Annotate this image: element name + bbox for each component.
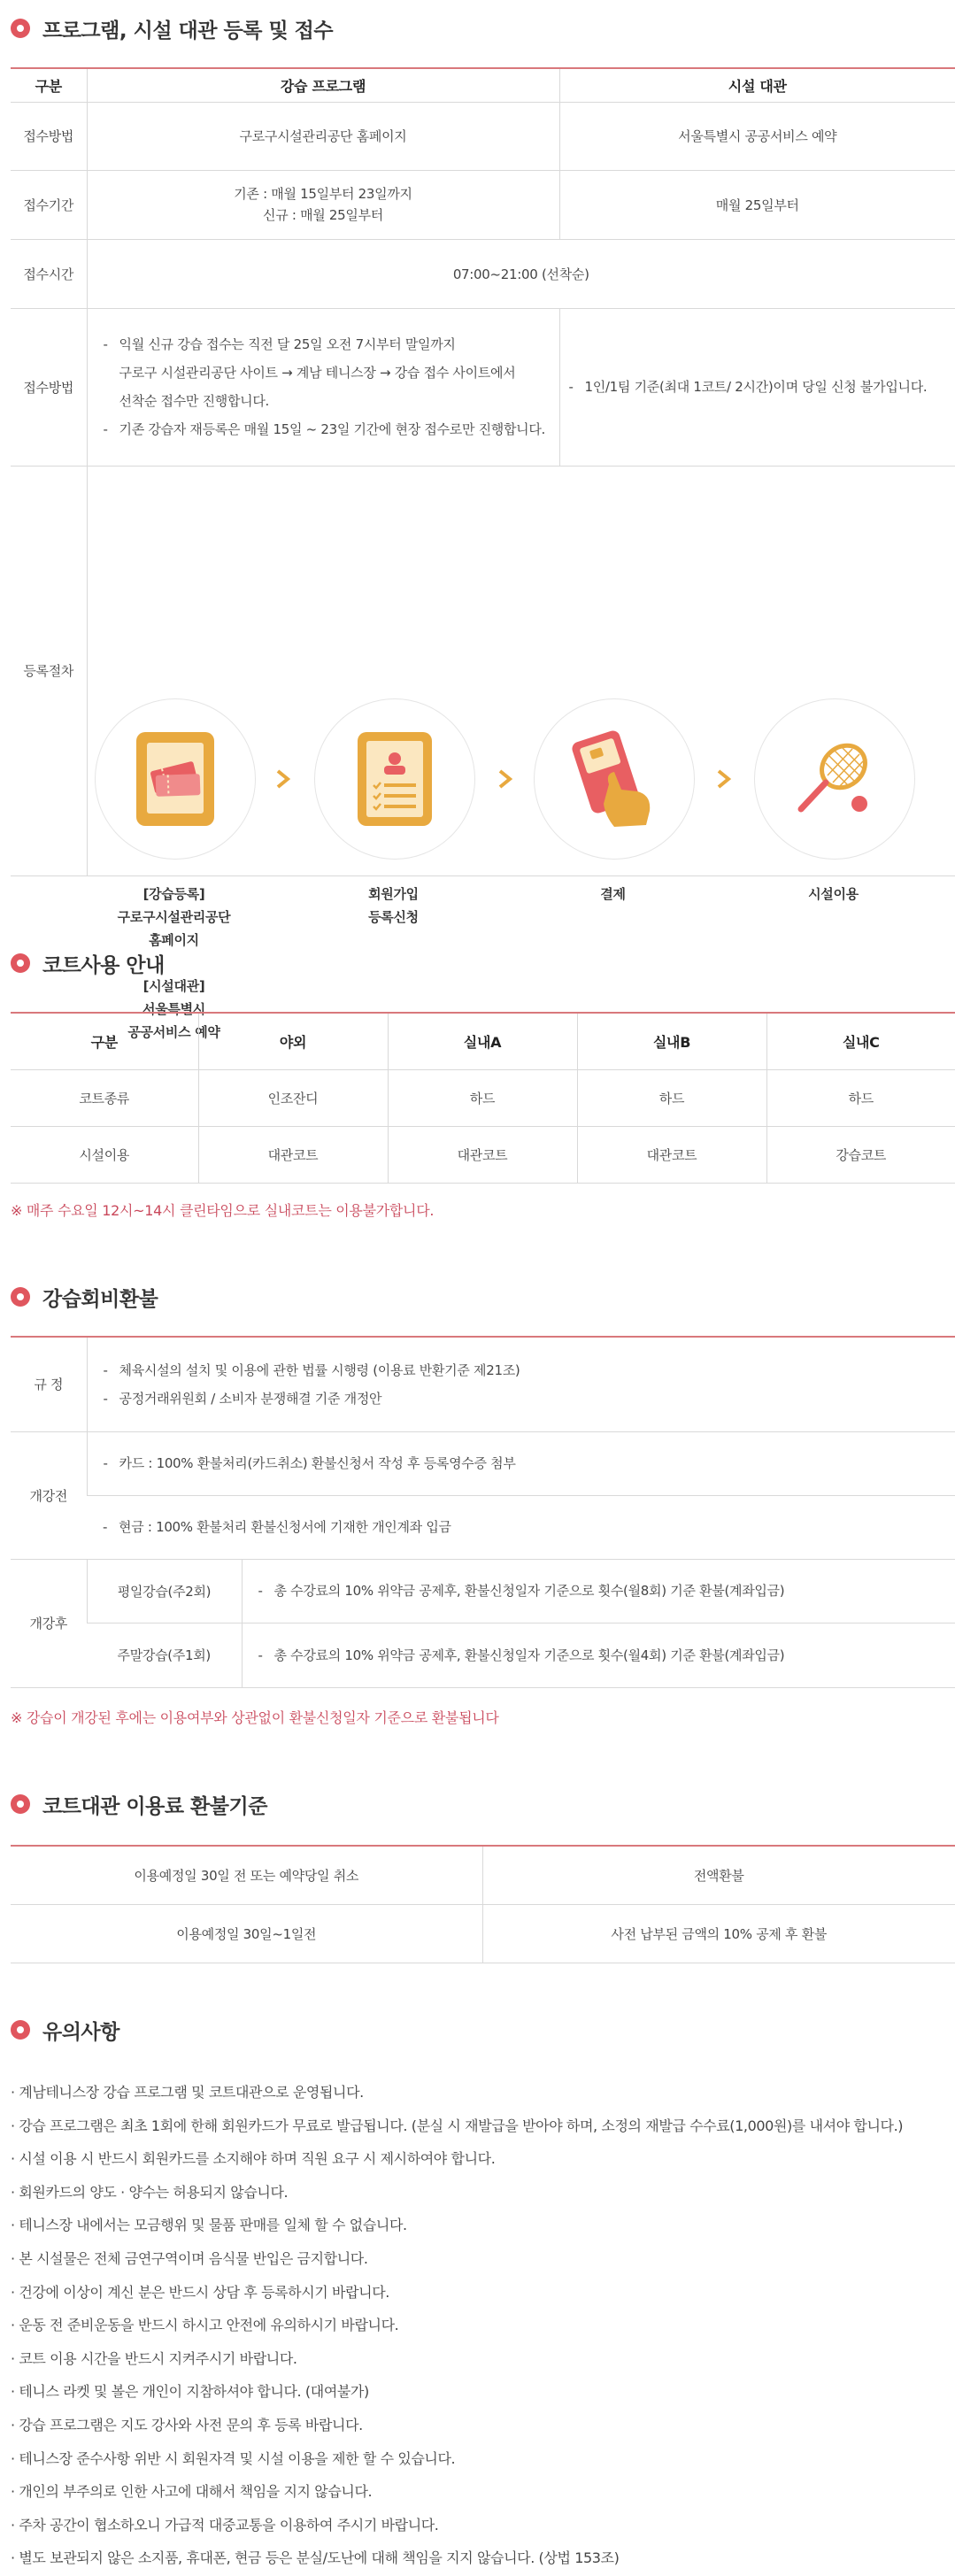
table-row (11, 102, 955, 170)
list-item: · 코트 이용 시간을 반드시 지켜주시기 바랍니다. (11, 2342, 903, 2376)
header-cell: 실내C (766, 1013, 955, 1069)
bullet-list (569, 373, 947, 401)
refund-note: ※ 강습이 개강된 후에는 이용여부와 상관없이 환불신청일자 기준으로 환불됩니다 (11, 1709, 499, 1726)
cell: 시설이용 (11, 1126, 198, 1183)
cell: 하드 (388, 1069, 577, 1126)
list-item: · 계남테니스장 강습 프로그램 및 코트대관으로 운영됩니다. (11, 2076, 903, 2109)
chevron-right-icon (496, 769, 515, 789)
step-2-label (305, 883, 482, 929)
section-title-registration (11, 12, 333, 44)
row-label: 개강후 (11, 1559, 87, 1687)
table-row (11, 239, 955, 308)
step-line: 공공서비스 예약 (127, 1023, 220, 1040)
cell: 하드 (766, 1069, 955, 1126)
chevron-right-icon (714, 769, 734, 789)
header-cell: 구분 (11, 1013, 198, 1069)
row-label: 규 정 (11, 1337, 87, 1431)
table-row (11, 1623, 955, 1687)
section-bullet-icon (11, 2020, 30, 2040)
header-cell: 실내B (577, 1013, 766, 1069)
section-heading: 코트사용 안내 (42, 953, 165, 977)
table-row (11, 466, 955, 875)
list-item: · 테니스장 내에서는 모금행위 및 물품 판매를 일체 할 수 없습니다. (11, 2209, 903, 2242)
list-item: - 총 수강료의 10% 위약금 공제후, 환불신청일자 기준으로 횟수(월8회) 기준 환불(계좌입금) (258, 1577, 947, 1605)
list-item: · 건강에 이상이 계신 분은 반드시 상담 후 등록하시기 바랍니다. (11, 2276, 903, 2310)
court-table (11, 1012, 955, 1184)
bullet-list (258, 1641, 947, 1670)
table-row (11, 1069, 955, 1126)
list-item: - 현금 : 100% 환불처리 환불신청서에 기재한 개인계좌 입금 (103, 1513, 946, 1541)
step-line: 구로구시설관리공단 (117, 908, 231, 925)
table-row (11, 1337, 955, 1431)
cell: 강습코트 (766, 1126, 955, 1183)
section-bullet-icon (11, 19, 30, 38)
step-line: 회원가입 (368, 885, 419, 902)
section-bullet-icon (11, 953, 30, 973)
section-heading: 코트대관 이용료 환불기준 (42, 1794, 267, 1818)
cell (242, 1559, 955, 1623)
header-cell: 강습 프로그램 (87, 68, 559, 102)
cell: 인조잔디 (198, 1069, 388, 1126)
list-item (104, 330, 551, 415)
section-title-rental-refund (11, 1788, 267, 1820)
cell (242, 1623, 955, 1687)
step-line: [시설대관] (142, 977, 205, 994)
section-heading: 강습회비환불 (42, 1287, 158, 1311)
section-heading: 유의사항 (42, 2020, 119, 2044)
list-item: · 회원카드의 양도 · 양수는 허용되지 않습니다. (11, 2176, 903, 2210)
cell: 전액환불 (482, 1846, 955, 1904)
cell (559, 308, 955, 466)
table-row (11, 1126, 955, 1183)
sub-label: 주말강습(주1회) (87, 1623, 242, 1687)
cell: 이용예정일 30일~1일전 (11, 1904, 482, 1963)
cell: 대관코트 (198, 1126, 388, 1183)
step-3-circle (534, 698, 695, 860)
cell: 사전 납부된 금액의 10% 공제 후 환불 (482, 1904, 955, 1963)
cautions-list (11, 2076, 903, 2575)
header-cell: 구분 (11, 68, 87, 102)
bullet-list (258, 1577, 947, 1605)
list-item: · 테니스장 준수사항 위반 시 회원자격 및 시설 이용을 제한 할 수 있습니다. (11, 2442, 903, 2476)
cell: 코트종류 (11, 1069, 198, 1126)
header-cell: 시설 대관 (559, 68, 955, 102)
row-label: 개강전 (11, 1431, 87, 1559)
cell (87, 1495, 955, 1559)
cell: 서울특별시 공공서비스 예약 (559, 102, 955, 170)
step-line: [강습등록] (142, 885, 205, 902)
table-header-row (11, 68, 955, 102)
tennis-racket-icon (790, 735, 879, 823)
cell-line: 신규 : 매월 25일부터 (263, 207, 383, 223)
cell: 구로구시설관리공단 홈페이지 (87, 102, 559, 170)
row-label: 접수시간 (11, 239, 87, 308)
step-line: 서울특별시 (142, 1000, 205, 1017)
row-label: 접수기간 (11, 170, 87, 239)
section-bullet-icon (11, 1287, 30, 1307)
list-item: · 별도 보관되지 않은 소지품, 휴대폰, 현금 등은 분실/도난에 대해 책임을 지지 않습니다. (상법 153조) (11, 2541, 903, 2575)
step-2-circle (314, 698, 475, 860)
list-item: - 기존 강습자 재등록은 매월 15일 ~ 23일 기간에 현장 접수로만 진행합니다. (104, 415, 551, 443)
cell (87, 1431, 955, 1495)
card-payment-icon (570, 728, 658, 830)
list-item: · 본 시설물은 전체 금연구역이며 음식물 반입은 금지합니다. (11, 2242, 903, 2276)
table-row (11, 1559, 955, 1623)
step-line: 홈페이지 (149, 931, 199, 948)
cell (87, 1337, 955, 1431)
list-item: - 체육시설의 설치 및 이용에 관한 법률 시행령 (이용료 반환기준 제21조) (104, 1356, 947, 1384)
table-row (11, 308, 955, 466)
cell (87, 170, 559, 239)
table-row (11, 1431, 955, 1495)
refund-table (11, 1336, 955, 1688)
table-header-row (11, 1013, 955, 1069)
row-label: 접수방법 (11, 308, 87, 466)
header-cell: 야외 (198, 1013, 388, 1069)
section-title-court (11, 947, 165, 979)
list-item: · 주차 공간이 협소하오니 가급적 대중교통을 이용하여 주시기 바랍니다. (11, 2509, 903, 2542)
list-item: · 시설 이용 시 반드시 회원카드를 소지해야 하며 직원 요구 시 제시하여야 합니다. (11, 2142, 903, 2176)
rental-refund-table (11, 1845, 955, 1963)
cell (87, 308, 559, 466)
step-3-label: 결제 (600, 885, 626, 902)
header-cell: 실내A (388, 1013, 577, 1069)
list-text: 선착순 접수만 진행합니다. (119, 393, 269, 409)
tablet-ticket-icon (133, 730, 218, 828)
list-item: · 강습 프로그램은 지도 강사와 사전 문의 후 등록 바랍니다. (11, 2409, 903, 2442)
section-title-refund (11, 1281, 158, 1313)
section-heading: 프로그램, 시설 대관 등록 및 접수 (42, 19, 334, 42)
list-text: 구로구 시설관리공단 사이트 → 계남 테니스장 → 강습 접수 사이트에서 (119, 365, 516, 381)
sub-label: 평일강습(주2회) (87, 1559, 242, 1623)
step-line: 등록신청 (368, 908, 419, 925)
list-item: - 공정거래위원회 / 소비자 분쟁해결 기준 개정안 (104, 1384, 947, 1413)
row-label: 등록절차 (11, 466, 87, 875)
bullet-list (104, 330, 551, 443)
section-bullet-icon (11, 1794, 30, 1814)
section-title-cautions (11, 2014, 119, 2046)
list-item: · 강습 프로그램은 최초 1회에 한해 회원카드가 무료로 발급됩니다. (분실 시 재발급을 받아야 하며, 소정의 재발급 수수료(1,000원)를 내셔야 합니다.) (11, 2109, 903, 2143)
cell: 대관코트 (388, 1126, 577, 1183)
list-item: - 카드 : 100% 환불처리(카드취소) 환불신청서 작성 후 등록영수증 첨부 (104, 1449, 947, 1477)
cell: 07:00~21:00 (선착순) (87, 239, 955, 308)
list-item: · 테니스 라켓 및 볼은 개인이 지참하셔야 합니다. (대여불가) (11, 2375, 903, 2409)
bullet-list (104, 1356, 947, 1413)
list-item: · 운동 전 준비운동을 반드시 하시고 안전에 유의하시기 바랍니다. (11, 2309, 903, 2342)
row-label: 접수방법 (11, 102, 87, 170)
document-form-icon (356, 730, 434, 828)
chevron-right-icon (273, 769, 293, 789)
cell: 매월 25일부터 (559, 170, 955, 239)
table-row (11, 1904, 955, 1963)
table-row (11, 170, 955, 239)
step-1-circle (95, 698, 256, 860)
court-note: ※ 매주 수요일 12시~14시 클린타임으로 실내코트는 이용불가합니다. (11, 1202, 435, 1219)
table-row (11, 1846, 955, 1904)
cell: 대관코트 (577, 1126, 766, 1183)
bullet-list (104, 1449, 947, 1477)
list-item: - 1인/1팀 기준(최대 1코트/ 2시간)이며 당일 신청 불가입니다. (569, 373, 947, 401)
list-item: - 총 수강료의 10% 위약금 공제후, 환불신청일자 기준으로 횟수(월4회) 기준 환불(계좌입금) (258, 1641, 947, 1670)
cell-line: 기존 : 매월 15일부터 23일까지 (234, 186, 412, 202)
bullet-list (103, 1513, 946, 1541)
table-row (11, 1495, 955, 1559)
step-4-circle (754, 698, 915, 860)
list-item: · 개인의 부주의로 인한 사고에 대해서 책임을 지지 않습니다. (11, 2475, 903, 2509)
cell: 이용예정일 30일 전 또는 예약당일 취소 (11, 1846, 482, 1904)
step-4-label: 시설이용 (808, 885, 859, 902)
list-text: 익월 신규 강습 접수는 직전 달 25일 오전 7시부터 말일까지 (119, 336, 456, 352)
cell: 하드 (577, 1069, 766, 1126)
